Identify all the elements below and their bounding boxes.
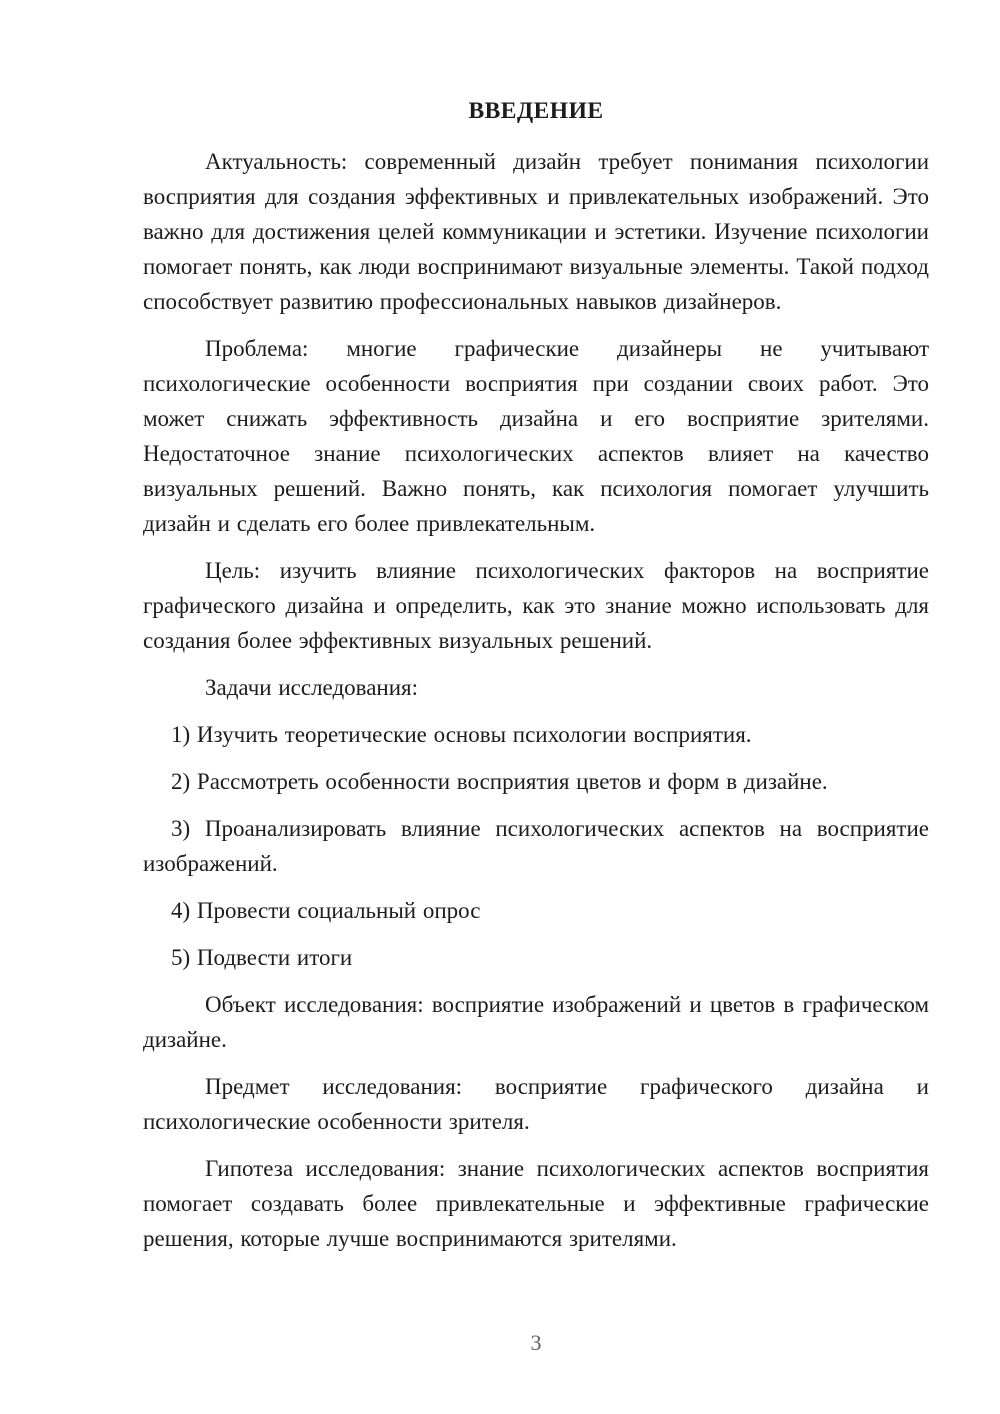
list-item-4: 4) Провести социальный опрос bbox=[171, 898, 481, 923]
list-item-5: 5) Подвести итоги bbox=[171, 945, 353, 970]
page-number: 3 bbox=[530, 1330, 542, 1355]
paragraph-object: Объект исследования: восприятие изображений и цветов в графическом дизайне. bbox=[143, 992, 929, 1052]
page-title: ВВЕДЕНИЕ bbox=[468, 98, 604, 124]
paragraph-hypothesis: Гипотеза исследования: знание психологических аспектов восприятия помогает создавать более привлекательные и эффективные графические решения, которые лучше воспринимаются зрителями. bbox=[143, 1156, 929, 1251]
list-item-3: 3) Проанализировать влияние психологических аспектов на восприятие изображений. bbox=[143, 816, 929, 876]
paragraph-subject: Предмет исследования: восприятие графического дизайна и психологические особенности зрителя. bbox=[143, 1074, 929, 1134]
paragraph-problem: Проблема: многие графические дизайнеры не учитывают психологические особенности восприятия при создании своих работ. Это может снижать эффективность дизайна и его восприятие зрителями. Недостаточное знание психологических аспектов влияет на качество визуальных решений. Важно понять, как психология помогает улучшить дизайн и сделать его более привлекательным. bbox=[143, 336, 929, 536]
paragraph-tasks-heading: Задачи исследования: bbox=[205, 675, 419, 700]
paragraph-goal: Цель: изучить влияние психологических факторов на восприятие графического дизайна и определить, как это знание можно использовать для создания более эффективных визуальных решений. bbox=[143, 558, 929, 653]
list-item-2: 2) Рассмотреть особенности восприятия цветов и форм в дизайне. bbox=[171, 769, 828, 794]
page-content bbox=[143, 94, 929, 1268]
list-item-1: 1) Изучить теоретические основы психологии восприятия. bbox=[171, 722, 752, 747]
paragraph-relevance: Актуальность: современный дизайн требует понимания психологии восприятия для создания эффективных и привлекательных изображений. Это важно для достижения целей коммуникации и эстетики. Изучение психологии помогает понять, как люди воспринимают визуальные элементы. Такой подход способствует развитию профессиональных навыков дизайнеров. bbox=[143, 149, 929, 314]
